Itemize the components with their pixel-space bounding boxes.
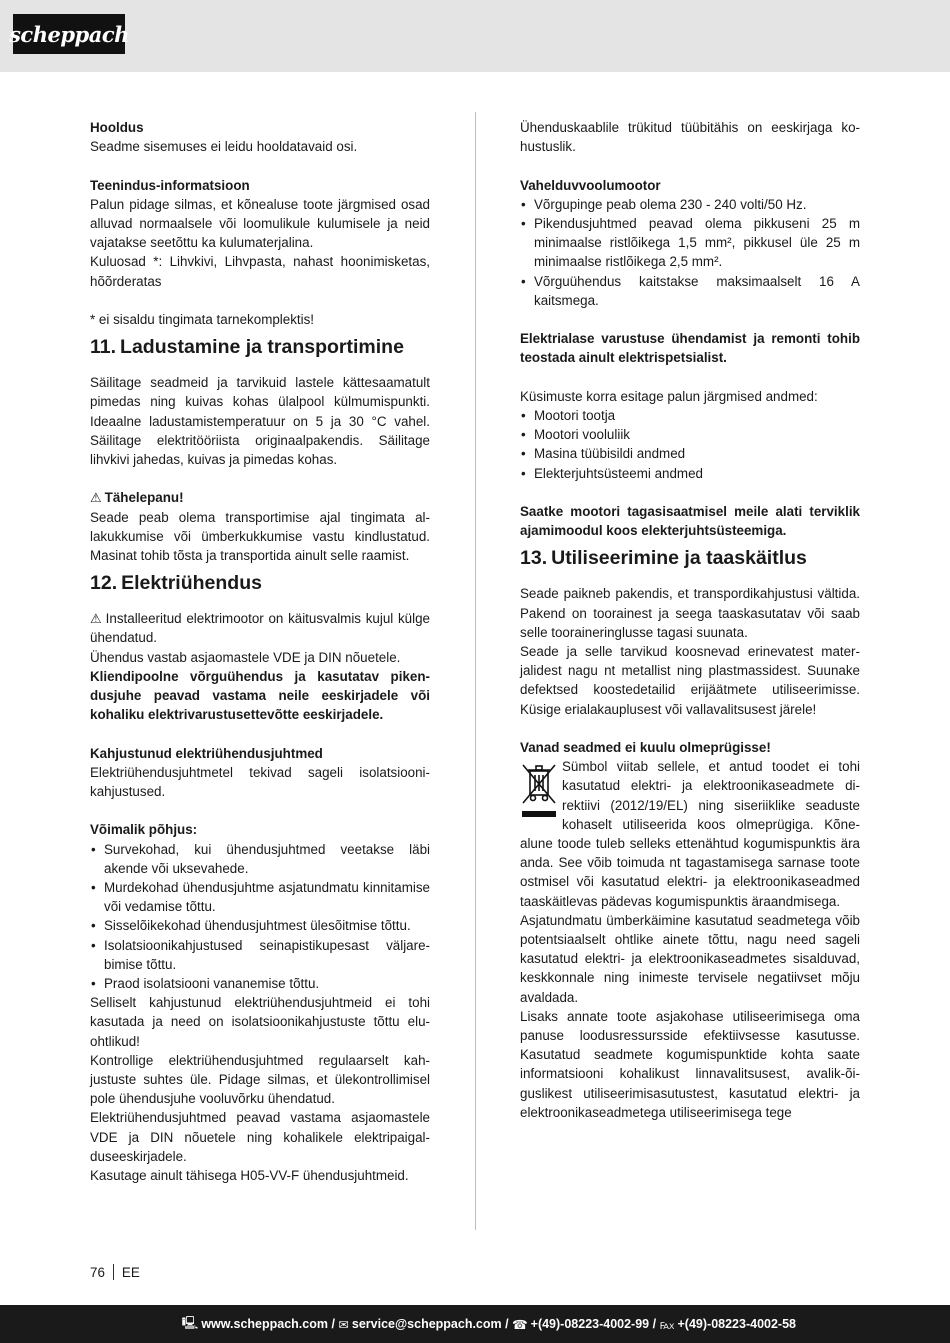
scheppach-logo: scheppach	[13, 14, 125, 54]
weee-block	[520, 757, 860, 911]
section-11-number: 11.	[90, 336, 117, 359]
warning-triangle-icon: ⚠	[90, 490, 102, 506]
email-link[interactable]: service@scheppach.com	[351, 1317, 502, 1331]
fax-icon: ℻	[659, 1317, 675, 1332]
teenindus-note: * ei sisaldu tingimata tarnekomplektis!	[90, 312, 315, 327]
phone-icon: ☎	[512, 1317, 528, 1332]
list-item: • Masina tüübisildi andmed	[520, 444, 860, 463]
contact-footer	[0, 1305, 950, 1343]
teenindus-p1: Palun pidage silmas, et kõnealuse toote järgmised osad alluvad normaalsele või loomulikule kulumisele ja neid vajatakse seetõttu ka kulumaterjalina.	[90, 196, 430, 251]
section-12-title: Elektriühendus	[121, 572, 262, 595]
list-item: • Survekohad, kui ühendusjuhtmed veetakse läbi akende või uksevahede.	[90, 840, 430, 878]
section-13-p2: Seade ja selle tarvikud koosnevad erinevatest materjalidest nagu nt metallist ning plastmassidest. Suunake defektsed koostedetailid erijäätmete utiliseerimisse. Küsige erialakauplusest või vallavalitsusest järele!	[520, 644, 860, 717]
possible-cause-title: Võimalik põhjus:	[90, 822, 198, 838]
section-12-p5: Kontrollige elektriühendusjuhtmed regulaarselt kahjustuste suhtes üle. Pidage silmas, et ülekontrollimisel pole ühendusjuhe vooluvõrku ühendatud.	[90, 1052, 430, 1107]
page-number: 76	[90, 1264, 105, 1280]
questions-list	[520, 406, 860, 483]
causes-list	[90, 840, 430, 994]
hooldus-title: Hooldus	[90, 120, 144, 135]
warning-title: ⚠ Tähelepanu!	[90, 490, 184, 506]
motor-list	[520, 195, 860, 310]
section-12-p7: Kasutage ainult tähisega H05-VV-F ühendusjuhtmeid.	[90, 1168, 409, 1184]
list-item: • Pikendusjuhtmed peavad olema pikkuseni 25 m minimaalse ristlõikega 1,5 mm², pikkusel üle 25 m minimaalse ristlõikega 2,5 mm².	[520, 214, 860, 272]
section-11-text: Säilitage seadmeid ja tarvikuid lastele kättesaamatult pimedas ning kuivas kohas ülalpool külmumispunkti. Ideaalne ladustamistemperatuur on 5 ja 30 °C vahel. Säilitage elektritööriista originaalpakendis. Säilitage lihvkivi jahedas, kuivas ja pimedas kohas.	[90, 375, 430, 468]
section-13-number: 13.	[520, 547, 548, 570]
phone-number: +(49)-08223-4002-99	[530, 1317, 650, 1331]
section-12-p3: Kliendipoolne võrguühendus ja kasutatav pikendusjuhe peavad vastama neile eeskirjadele või kohaliku elektrivarustusettevõtte eeskirjadele.	[90, 668, 430, 723]
warning-text: Seade peab olema transportimise ajal tingimata allakukkumise või ümberkukkumise vastu kindlustatud. Masinat tohib tõsta ja transportida ainult selle raamist.	[90, 509, 430, 564]
list-item: • Võrguühendus kaitstakse maksimaalselt 16 A kaitsmega.	[520, 272, 860, 310]
email-icon: ✉	[338, 1317, 349, 1332]
page-separator	[113, 1264, 114, 1280]
section-11-title: Ladustamine ja transportimine	[120, 336, 404, 359]
list-item: • Murdekohad ühendusjuhtme asjatundmatu kinnitamise või vedamise tõttu.	[90, 878, 430, 916]
section-12-heading	[90, 565, 430, 601]
damaged-cables-text: Elektriühendusjuhtmetel tekivad sageli isolatsioonikahjustused.	[90, 764, 430, 800]
section-12-number: 12.	[90, 572, 118, 595]
language-code: EE	[121, 1264, 140, 1280]
hooldus-text: Seadme sisemuses ei leidu hooldatavaid osi.	[90, 139, 358, 155]
section-13-p1: Seade paikneb pakendis, et transpordikahjustusi vältida. Pakend on toorainest ja seega taaskasutatav või saab selle tooraineringlusse tagasi suunata.	[520, 586, 860, 640]
list-item: • Võrgupinge peab olema 230 - 240 volti/50 Hz.	[520, 195, 860, 214]
column-divider	[475, 112, 476, 1230]
separator: /	[649, 1317, 660, 1331]
separator: /	[327, 1317, 339, 1331]
list-item: • Isolatsioonikahjustused seinapistikupesast väljarebimise tõttu.	[90, 936, 430, 974]
specialist-note: Elektrialase varustuse ühendamist ja remonti tohib teostada ainult elektrispetsialist.	[520, 331, 860, 366]
website-link[interactable]: www.scheppach.com	[201, 1317, 328, 1331]
list-item: • Praod isolatsiooni vananemise tõttu.	[90, 974, 430, 993]
separator: /	[501, 1317, 513, 1331]
fax-number: +(49)-08223-4002-58	[677, 1317, 796, 1331]
left-column	[90, 118, 430, 1185]
section-12-p1: ⚠ Installeeritud elektrimootor on käitusvalmis kujul külge ühendatud.	[90, 611, 431, 646]
teenindus-p2: Kuluosad *: Lihvkivi, Lihvpasta, nahast hoonimisketas, hõõrderatas	[90, 254, 430, 289]
weee-text: Sümbol viitab sellele, et antud toodet ei tohi kasutatud elektri- ja elektroonikaseadmete direktiivi (2012/19/EL) ning siseriiklike seaduste kohaselt utiliseerida koos olmeprügiga. Kõnealune toode tuleb selleks ettenähtud kogumispunktis ära anda. See võib toimuda nt tagastamisega sarnase toote ostmisel või kasutatud elektri- ja elektroonikaseadmed taaskäitlevas pädevas kogumispunktis äraandmisega.	[520, 759, 860, 909]
teenindus-title: Teenindus-informatsioon	[90, 177, 250, 193]
section-12-p6: Elektriühendusjuhtmed peavad vastama asjaomastele VDE ja DIN nõuetele ning kohalikele elektripaigalduseeskirjadele.	[90, 1110, 430, 1164]
section-11-heading	[90, 329, 430, 365]
questions-intro: Küsimuste korra esitage palun järgmised andmed:	[520, 388, 818, 404]
section-12-p2: Ühendus vastab asjaomastele VDE ja DIN nõuetele.	[90, 649, 401, 665]
right-column	[520, 118, 860, 1122]
return-note: Saatke mootori tagasisaatmisel meile alati terviklik ajamimoodul koos elekterjuhtsüsteemiga.	[520, 504, 860, 539]
page-number-footer	[90, 1264, 140, 1280]
list-item: • Sisselõikekohad ühendusjuhtmest ülesõitmise tõttu.	[90, 916, 430, 935]
computer-icon: 🖳	[181, 1315, 199, 1330]
intro-text: Ühenduskaablile trükitud tüübitähis on eeskirjaga kohustuslik.	[520, 120, 860, 155]
damaged-cables-title: Kahjustunud elektriühendusjuhtmed	[90, 745, 323, 761]
list-item: • Mootori vooluliik	[520, 425, 860, 444]
list-item: • Mootori tootja	[520, 406, 860, 425]
warning-triangle-icon: ⚠	[90, 611, 103, 627]
section-13-title: Utiliseerimine ja taaskäitlus	[551, 547, 807, 570]
section-13-p4: Lisaks annate toote asjakohase utiliseerimisega oma panuse loodusressursside efektiivsesse kasutusse. Kasutatud seadmete kogumispunktide kohta saate informatsiooni kohalikust linnavalitsusest, avalik-õiguslikest utiliseerimisasutustest, kasutatud elektri- ja elektroonikaseadmetega utiliseerimisega tege	[520, 1008, 860, 1120]
section-12-p4: Selliselt kahjustunud elektriühendusjuhtmeid ei tohi kasutada ja need on isolatsioonikahjustuste tõttu eluohtlikud!	[90, 995, 430, 1049]
section-13-heading	[520, 540, 860, 576]
page-header	[0, 0, 950, 72]
crossed-bin-icon	[520, 761, 558, 817]
list-item: • Elekterjuhtsüsteemi andmed	[520, 464, 860, 483]
motor-title: Vahelduvvoolumootor	[520, 177, 661, 193]
waste-title: Vanad seadmed ei kuulu olmeprügisse!	[520, 740, 771, 756]
section-13-p3: Asjatundmatu ümberkäimine kasutatud seadmetega võib potentsiaalselt ohtlike ainete tõttu, nagu need sageli kasutatud elektri- ja elektroonikaseadmetes sisalduvad, keskkonnale ning inimeste tervisele negatiivset mõju avaldada.	[520, 912, 860, 1005]
